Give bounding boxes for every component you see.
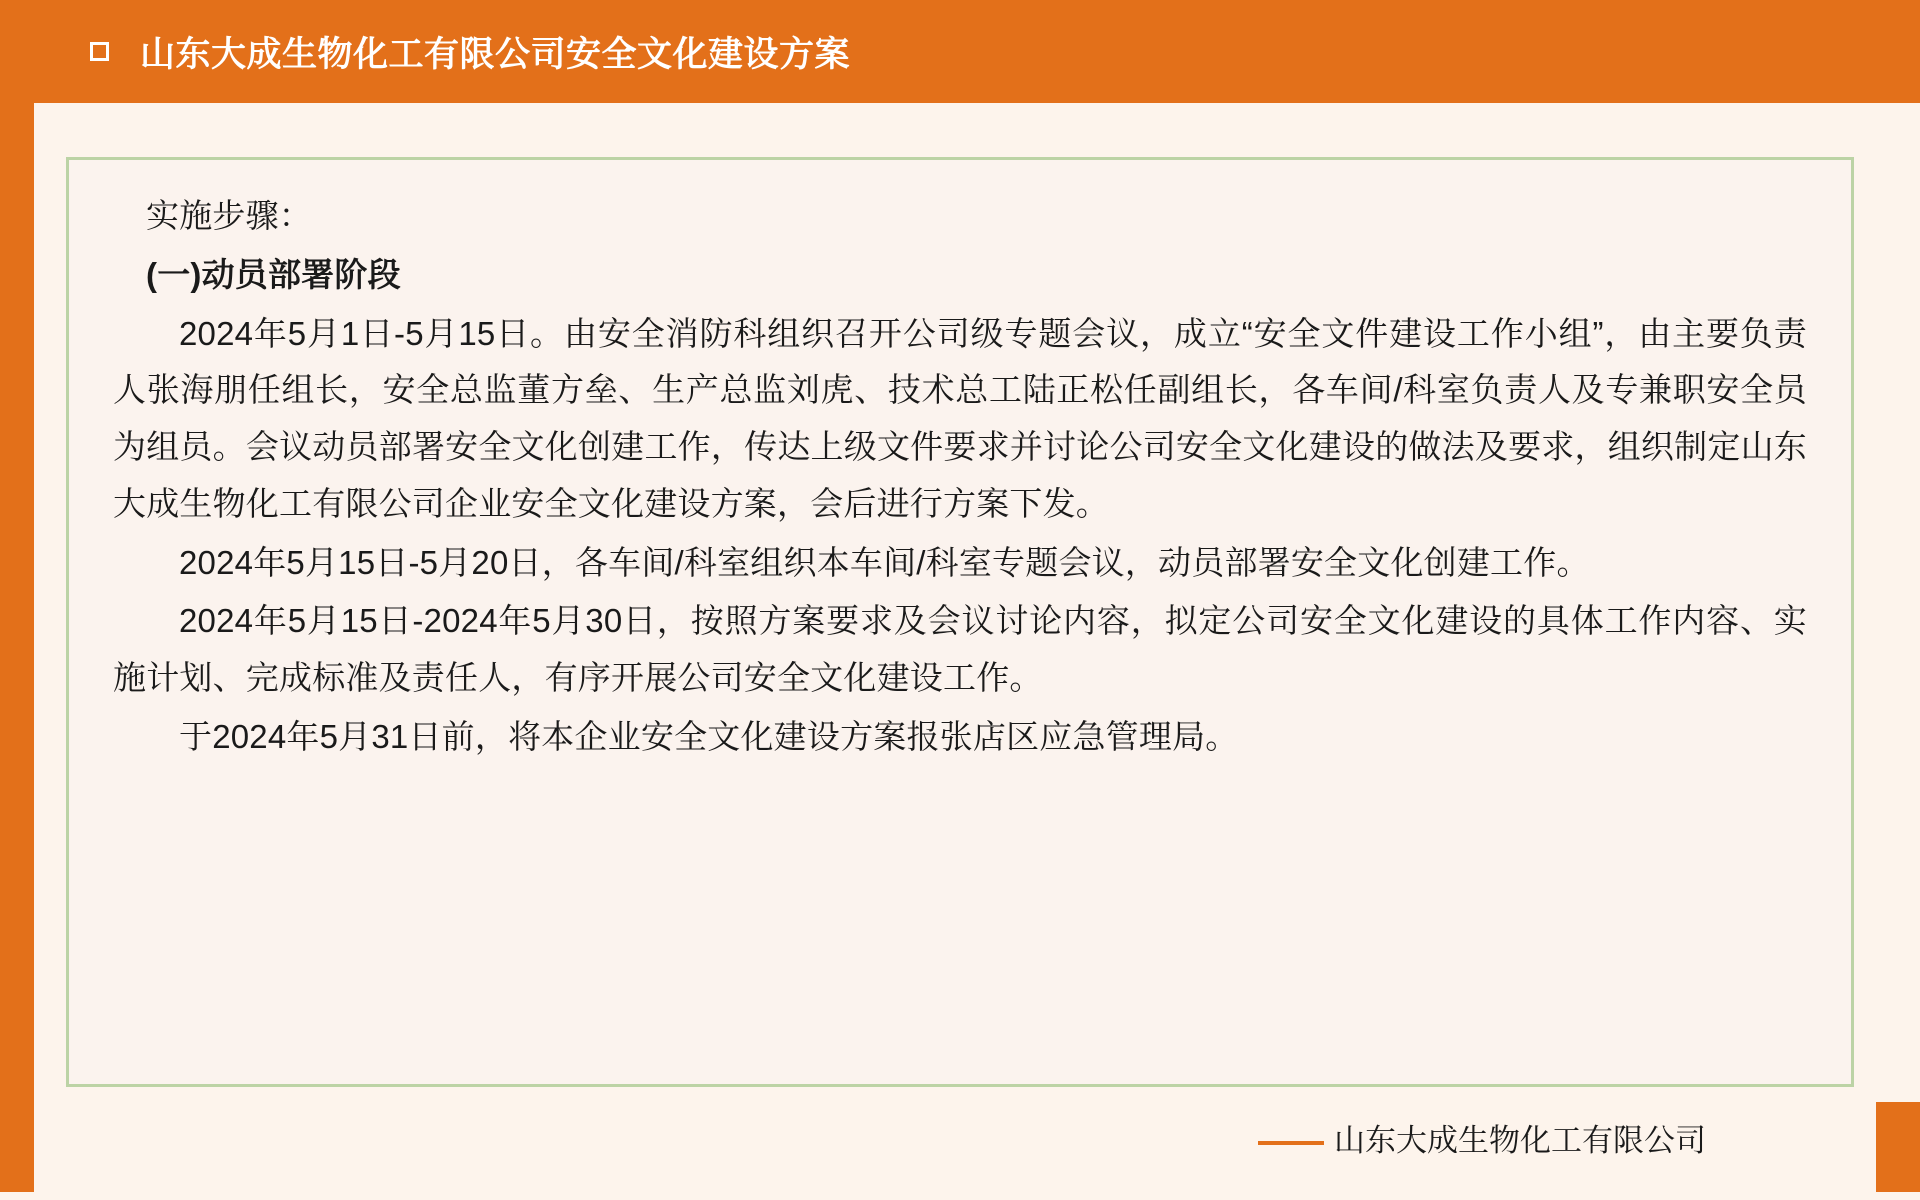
- content-body: [69, 160, 1851, 766]
- slide-header: [0, 0, 1920, 103]
- left-accent-band-inner: [34, 105, 48, 1200]
- content-panel: [66, 157, 1854, 1087]
- footer-divider: [1258, 1141, 1324, 1145]
- paragraph-2: 2024年5月15日-5月20日，各车间/科室组织本车间/科室专题会议，动员部署安全文化创建工作。: [179, 543, 1590, 581]
- footer-accent-block: [1876, 1102, 1920, 1200]
- paragraph-3: 2024年5月15日-2024年5月30日，按照方案要求及会议讨论内容，拟定公司安全文化建设的具体工作内容、实施计划、完成标准及责任人，有序开展公司安全文化建设工作。: [113, 602, 1807, 696]
- square-bullet-icon: [90, 42, 109, 61]
- content-lead: 实施步骤：: [146, 197, 312, 234]
- paragraph-4: 于2024年5月31日前，将本企业安全文化建设方案报张店区应急管理局。: [179, 717, 1239, 755]
- footer-bottom-strip: [0, 1192, 1920, 1200]
- left-accent-band: [0, 0, 34, 1200]
- footer-company-name: 山东大成生物化工有限公司: [1334, 1123, 1706, 1158]
- page-title: 山东大成生物化工有限公司安全文化建设方案: [140, 34, 851, 74]
- paragraph-1: 2024年5月1日-5月15日。由安全消防科组织召开公司级专题会议，成立“安全文件建设工作小组”，由主要负责人张海朋任组长，安全总监董方垒、生产总监刘虎、技术总工陆正松任副组长，各车间/科室负责人及专兼职安全员为组员。会议动员部署安全文化创建工作，传达上级文件要求并讨论公司安全文化建设的做法及要求，组织制定山东大成生物化工有限公司企业安全文化建设方案，会后进行方案下发。: [113, 314, 1807, 522]
- section-title: (一)动员部署阶段: [146, 255, 401, 293]
